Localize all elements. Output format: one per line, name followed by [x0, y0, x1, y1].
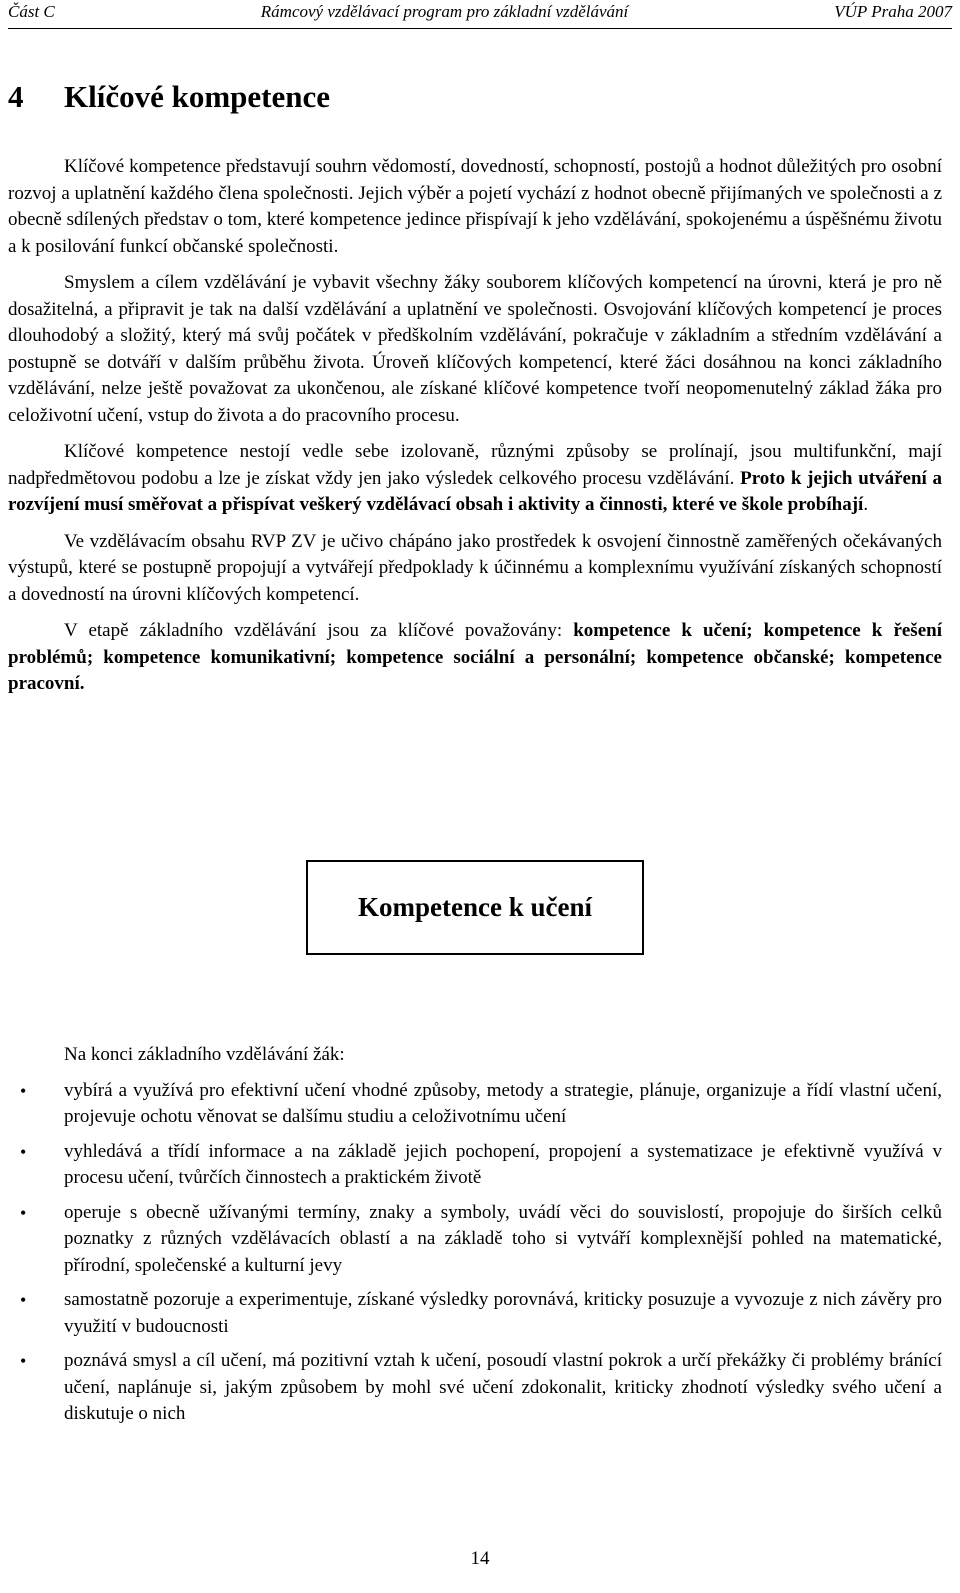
bullet-icon: • — [20, 1080, 27, 1101]
chapter-title-text: Klíčové kompetence — [64, 79, 331, 114]
competence-heading: Kompetence k učení — [358, 892, 592, 922]
list-item — [8, 1078, 942, 1131]
paragraph — [8, 618, 942, 698]
page-number: 14 — [470, 1548, 490, 1569]
competence-heading-box — [306, 860, 644, 955]
paragraph-text: V etapě základního vzdělávání jsou za klíčové považovány: — [64, 620, 574, 641]
list-item-text: vybírá a využívá pro efektivní učení vhodné způsoby, metody a strategie, plánuje, organizuje a řídí vlastní učení, projevuje ochotu věnovat se dalšímu studiu a celoživotnímu učení — [64, 1079, 942, 1127]
outcomes-section — [8, 1042, 942, 1436]
paragraph: Klíčové kompetence představují souhrn vědomostí, dovedností, schopností, postojů a hodnot důležitých pro osobní rozvoj a uplatnění každého člena společnosti. Jejich výběr a pojetí vychází z hodnot obecně přijímaných ve společnosti a z obecně sdílených představ o tom, které kompetence jedince přispívají k jeho vzdělávání, spokojenému a úspěšnému životu a k posilování funkcí občanské společnosti. — [8, 156, 942, 257]
bullet-icon: • — [20, 1141, 27, 1162]
header-document-title: Rámcový vzdělávací program pro základní vzdělávání — [260, 2, 629, 21]
header-part: Část C — [8, 2, 55, 21]
list-item-text: samostatně pozoruje a experimentuje, získané výsledky porovnává, kriticky posuzuje a vyvozuje z nich závěry pro využití v budoucnosti — [64, 1289, 942, 1337]
paragraph — [8, 439, 942, 519]
competence-list-text: kompetence k učení; kompetence k řešení problémů; kompetence komunikativní; kompetence sociální a personální; kompetence občanské; kompetence pracovní. — [8, 620, 942, 694]
paragraph-text: Klíčové kompetence nestojí vedle sebe izolovaně, různými způsoby se prolínají, jsou multifunkční, mají nadpředmětovou podobu a lze je získat vždy jen jako výsledek celkového procesu vzdělávání. — [8, 441, 942, 489]
list-item — [8, 1287, 942, 1340]
chapter-title — [8, 78, 330, 116]
page-header — [8, 2, 952, 29]
bullet-icon: • — [20, 1202, 27, 1223]
list-item — [8, 1348, 942, 1428]
outcomes-lead: Na konci základního vzdělávání žák: — [64, 1044, 345, 1065]
list-item-text: vyhledává a třídí informace a na základě jejich pochopení, propojení a systematizace je efektivně využívá v procesu učení, tvůrčích činnostech a praktickém životě — [64, 1140, 942, 1188]
outcomes-list — [8, 1078, 942, 1428]
list-item-text: poznává smysl a cíl učení, má pozitivní vztah k učení, posoudí vlastní pokrok a určí překážky či problémy bránící učení, naplánuje si, jakým způsobem by mohl své učení zdokonalit, kriticky zhodnotí výsledky svého učení a diskutuje o nich — [64, 1350, 942, 1424]
list-item-text: operuje s obecně užívanými termíny, znaky a symboly, uvádí věci do souvislostí, propojuje do širších celků poznatky z různých vzdělávacích oblastí a na základě toho si vytváří komplexnější pohled na matematické, přírodní, společenské a kulturní jevy — [64, 1201, 942, 1276]
intro-text — [8, 154, 942, 698]
list-item — [8, 1200, 942, 1280]
emphasis-text: Proto k jejich utváření a rozvíjení musí směřovat a přispívat veškerý vzdělávací obsah i aktivity a činnosti, které ve škole probíhají — [8, 467, 943, 515]
paragraph: Ve vzdělávacím obsahu RVP ZV je učivo chápáno jako prostředek k osvojení činnostně zaměřených očekávaných výstupů, které se postupně propojují a vytvářejí předpoklady k účinnému a komplexnímu využívání získaných schopností a dovedností na úrovni klíčových kompetencí. — [8, 530, 942, 605]
chapter-number: 4 — [8, 79, 24, 114]
list-item — [8, 1139, 942, 1192]
paragraph: Smyslem a cílem vzdělávání je vybavit všechny žáky souborem klíčových kompetencí na úrovni, která je pro ně dosažitelná, a připravit je tak na další vzdělávání a uplatnění ve společnosti. Osvojování klíčových kompetencí je proces dlouhodobý a složitý, který má svůj počátek v předškolním vzdělávání, pokračuje v základním a středním vzdělávání a postupně se dotváří v dalším průběhu života. Úroveň klíčových kompetencí, které žáci dosáhnou na konci základního vzdělávání, nelze ještě považovat za ukončenou, ale získané klíčové kompetence tvoří neopomenutelný základ žáka pro celoživotní učení, vstup do života a do pracovního procesu. — [8, 272, 942, 426]
bullet-icon: • — [20, 1290, 27, 1310]
header-publisher: VÚP Praha 2007 — [834, 2, 952, 21]
paragraph-end: . — [863, 494, 869, 515]
bullet-icon: • — [20, 1351, 27, 1371]
